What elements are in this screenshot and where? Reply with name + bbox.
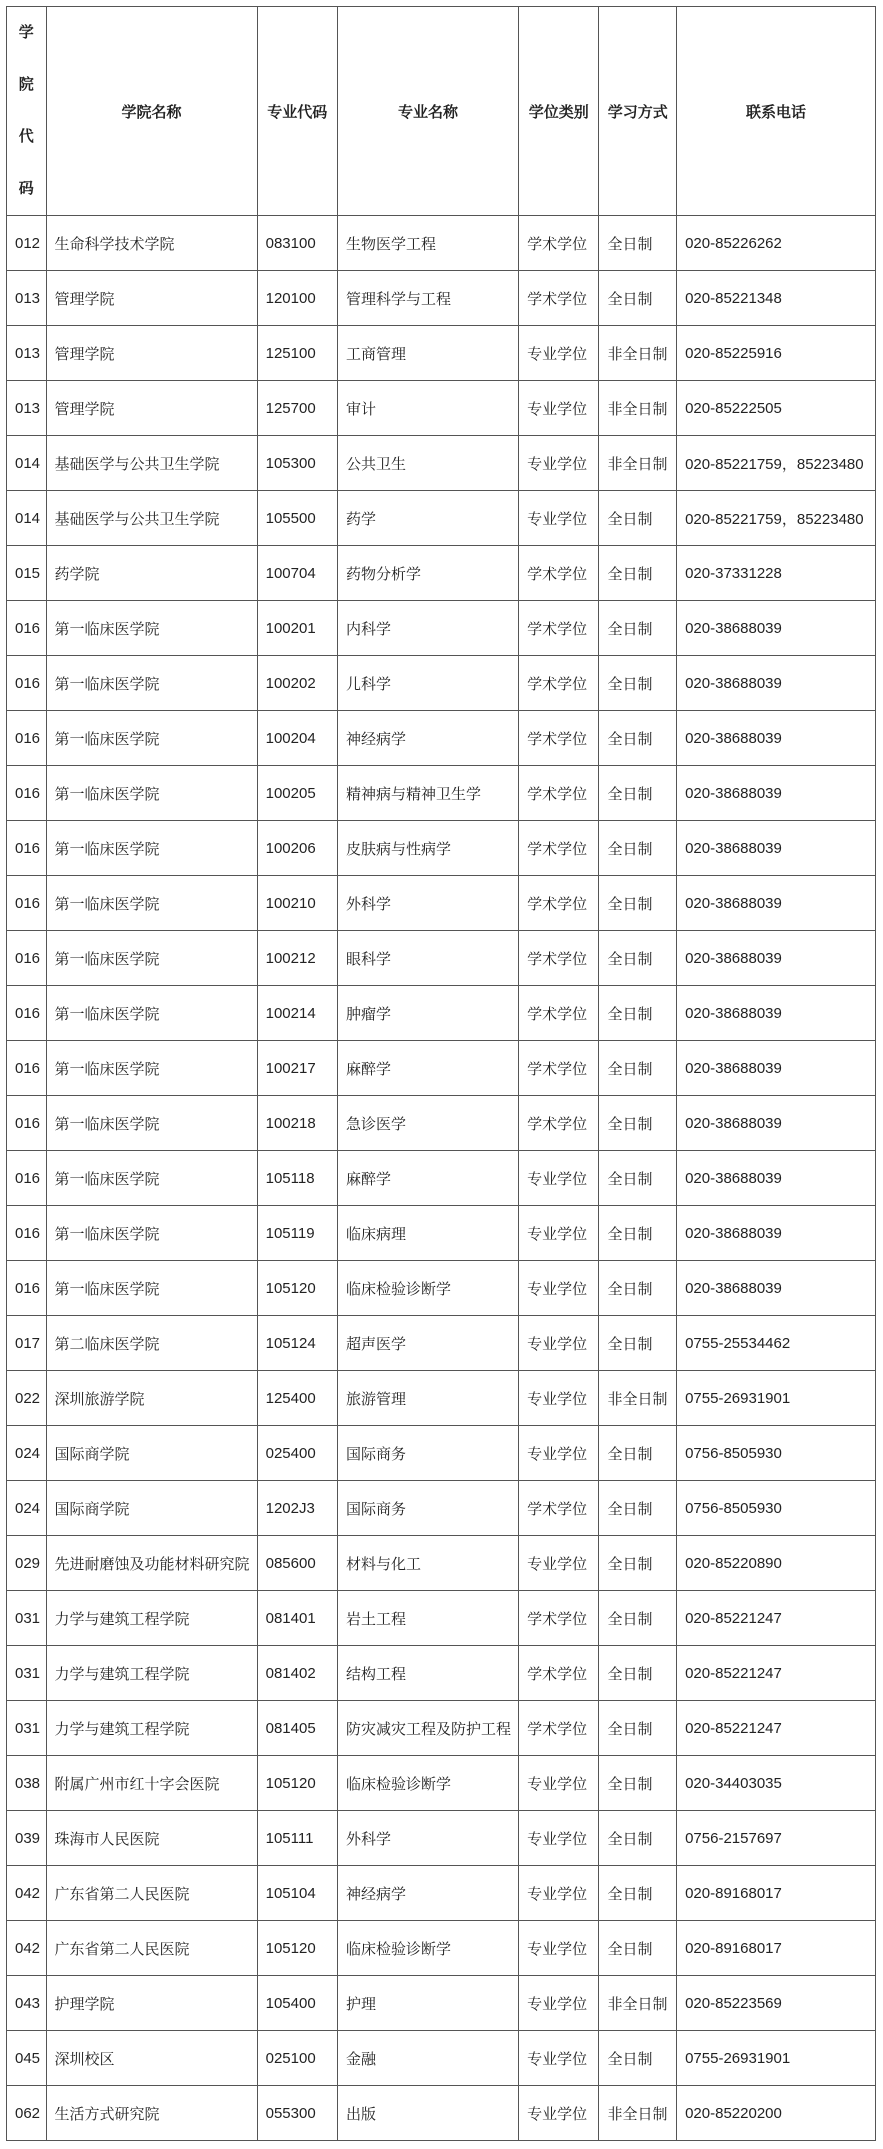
degree-type-cell: 专业学位	[519, 1756, 599, 1811]
major-name-cell: 工商管理	[337, 326, 518, 381]
phone-cell: 020-38688039	[677, 1151, 876, 1206]
major-name-cell: 药物分析学	[337, 546, 518, 601]
college-name-cell: 深圳旅游学院	[46, 1371, 257, 1426]
major-code-cell: 085600	[257, 1536, 337, 1591]
header-degree-type: 学位类别	[519, 7, 599, 216]
header-major-code: 专业代码	[257, 7, 337, 216]
college-code-cell: 016	[7, 986, 47, 1041]
study-mode-cell: 全日制	[599, 1536, 677, 1591]
degree-type-cell: 学术学位	[519, 271, 599, 326]
phone-cell: 020-38688039	[677, 1041, 876, 1096]
study-mode-cell: 全日制	[599, 876, 677, 931]
college-name-cell: 力学与建筑工程学院	[46, 1591, 257, 1646]
college-name-cell: 基础医学与公共卫生学院	[46, 491, 257, 546]
college-name-cell: 第一临床医学院	[46, 1096, 257, 1151]
table-row	[7, 931, 876, 986]
degree-type-cell: 学术学位	[519, 656, 599, 711]
major-code-cell: 105124	[257, 1316, 337, 1371]
header-college-code	[7, 7, 47, 216]
table-row	[7, 381, 876, 436]
table-row	[7, 1591, 876, 1646]
degree-type-cell: 专业学位	[519, 326, 599, 381]
table-row	[7, 2031, 876, 2086]
table-row	[7, 1096, 876, 1151]
major-code-cell: 081401	[257, 1591, 337, 1646]
phone-cell: 020-38688039	[677, 656, 876, 711]
college-code-cell: 031	[7, 1701, 47, 1756]
study-mode-cell: 全日制	[599, 821, 677, 876]
study-mode-cell: 全日制	[599, 491, 677, 546]
degree-type-cell: 学术学位	[519, 711, 599, 766]
phone-cell: 020-85226262	[677, 216, 876, 271]
college-name-cell: 第一临床医学院	[46, 876, 257, 931]
major-name-cell: 旅游管理	[337, 1371, 518, 1426]
major-code-cell: 081405	[257, 1701, 337, 1756]
table-row	[7, 436, 876, 491]
college-code-cell: 016	[7, 876, 47, 931]
major-code-cell: 105119	[257, 1206, 337, 1261]
college-name-cell: 第一临床医学院	[46, 1041, 257, 1096]
study-mode-cell: 全日制	[599, 1316, 677, 1371]
study-mode-cell: 全日制	[599, 1426, 677, 1481]
study-mode-cell: 非全日制	[599, 436, 677, 491]
major-name-cell: 临床检验诊断学	[337, 1756, 518, 1811]
table-row	[7, 1371, 876, 1426]
header-college-code-char: 院	[18, 76, 34, 93]
table-row	[7, 1426, 876, 1481]
major-name-cell: 眼科学	[337, 931, 518, 986]
phone-cell: 020-38688039	[677, 711, 876, 766]
phone-cell: 0755-26931901	[677, 2031, 876, 2086]
degree-type-cell: 专业学位	[519, 1536, 599, 1591]
college-name-cell: 广东省第二人民医院	[46, 1921, 257, 1976]
college-code-cell: 016	[7, 931, 47, 986]
header-college-code-char: 码	[18, 180, 34, 197]
degree-type-cell: 专业学位	[519, 1151, 599, 1206]
table-row	[7, 656, 876, 711]
college-name-cell: 第一临床医学院	[46, 1206, 257, 1261]
degree-type-cell: 学术学位	[519, 546, 599, 601]
college-name-cell: 第一临床医学院	[46, 601, 257, 656]
degree-type-cell: 专业学位	[519, 1371, 599, 1426]
header-phone: 联系电话	[677, 7, 876, 216]
college-code-cell: 017	[7, 1316, 47, 1371]
college-code-cell: 016	[7, 1261, 47, 1316]
study-mode-cell: 全日制	[599, 601, 677, 656]
major-name-cell: 精神病与精神卫生学	[337, 766, 518, 821]
major-code-cell: 105400	[257, 1976, 337, 2031]
header-study-mode: 学习方式	[599, 7, 677, 216]
header-major-name: 专业名称	[337, 7, 518, 216]
degree-type-cell: 学术学位	[519, 1096, 599, 1151]
document-page	[6, 6, 876, 2141]
major-code-cell: 105300	[257, 436, 337, 491]
study-mode-cell: 全日制	[599, 1096, 677, 1151]
college-name-cell: 深圳校区	[46, 2031, 257, 2086]
major-code-cell: 100218	[257, 1096, 337, 1151]
major-name-cell: 岩土工程	[337, 1591, 518, 1646]
degree-type-cell: 专业学位	[519, 381, 599, 436]
study-mode-cell: 全日制	[599, 546, 677, 601]
major-code-cell: 081402	[257, 1646, 337, 1701]
degree-type-cell: 学术学位	[519, 1701, 599, 1756]
degree-type-cell: 专业学位	[519, 1261, 599, 1316]
major-code-cell: 120100	[257, 271, 337, 326]
phone-cell: 020-38688039	[677, 601, 876, 656]
college-code-cell: 042	[7, 1921, 47, 1976]
major-name-cell: 麻醉学	[337, 1041, 518, 1096]
college-code-cell: 062	[7, 2086, 47, 2141]
study-mode-cell: 全日制	[599, 2031, 677, 2086]
study-mode-cell: 全日制	[599, 1206, 677, 1261]
major-name-cell: 药学	[337, 491, 518, 546]
table-row	[7, 821, 876, 876]
college-name-cell: 第一临床医学院	[46, 931, 257, 986]
degree-type-cell: 学术学位	[519, 1646, 599, 1701]
college-name-cell: 基础医学与公共卫生学院	[46, 436, 257, 491]
major-name-cell: 麻醉学	[337, 1151, 518, 1206]
college-name-cell: 第一临床医学院	[46, 1261, 257, 1316]
major-name-cell: 公共卫生	[337, 436, 518, 491]
study-mode-cell: 非全日制	[599, 2086, 677, 2141]
header-row	[7, 7, 876, 216]
phone-cell: 0756-2157697	[677, 1811, 876, 1866]
major-code-cell: 125400	[257, 1371, 337, 1426]
major-code-cell: 105120	[257, 1921, 337, 1976]
college-code-cell: 016	[7, 1041, 47, 1096]
major-code-cell: 025400	[257, 1426, 337, 1481]
phone-cell: 020-38688039	[677, 931, 876, 986]
study-mode-cell: 全日制	[599, 711, 677, 766]
study-mode-cell: 全日制	[599, 1866, 677, 1921]
table-row	[7, 1866, 876, 1921]
study-mode-cell: 全日制	[599, 766, 677, 821]
table-row	[7, 271, 876, 326]
table-row	[7, 326, 876, 381]
college-code-cell: 015	[7, 546, 47, 601]
table-row	[7, 1536, 876, 1591]
college-name-cell: 第二临床医学院	[46, 1316, 257, 1371]
college-name-cell: 附属广州市红十字会医院	[46, 1756, 257, 1811]
college-code-cell: 013	[7, 326, 47, 381]
major-name-cell: 材料与化工	[337, 1536, 518, 1591]
major-name-cell: 管理科学与工程	[337, 271, 518, 326]
degree-type-cell: 专业学位	[519, 2086, 599, 2141]
major-name-cell: 金融	[337, 2031, 518, 2086]
phone-cell: 020-85221348	[677, 271, 876, 326]
college-code-cell: 016	[7, 711, 47, 766]
degree-type-cell: 学术学位	[519, 876, 599, 931]
college-code-cell: 016	[7, 766, 47, 821]
study-mode-cell: 全日制	[599, 1591, 677, 1646]
phone-cell: 020-38688039	[677, 1096, 876, 1151]
study-mode-cell: 非全日制	[599, 381, 677, 436]
header-college-code-char: 代	[18, 128, 34, 145]
major-code-cell: 100210	[257, 876, 337, 931]
major-name-cell: 生物医学工程	[337, 216, 518, 271]
table-row	[7, 546, 876, 601]
major-name-cell: 临床检验诊断学	[337, 1261, 518, 1316]
phone-cell: 020-38688039	[677, 1206, 876, 1261]
phone-cell: 020-85220890	[677, 1536, 876, 1591]
college-name-cell: 第一临床医学院	[46, 766, 257, 821]
degree-type-cell: 学术学位	[519, 821, 599, 876]
study-mode-cell: 全日制	[599, 931, 677, 986]
study-mode-cell: 全日制	[599, 1921, 677, 1976]
phone-cell: 020-34403035	[677, 1756, 876, 1811]
study-mode-cell: 非全日制	[599, 326, 677, 381]
phone-cell: 020-85221247	[677, 1591, 876, 1646]
college-code-cell: 016	[7, 656, 47, 711]
major-name-cell: 结构工程	[337, 1646, 518, 1701]
major-name-cell: 国际商务	[337, 1426, 518, 1481]
major-code-cell: 105500	[257, 491, 337, 546]
major-code-cell: 100214	[257, 986, 337, 1041]
degree-type-cell: 学术学位	[519, 986, 599, 1041]
table-row	[7, 766, 876, 821]
college-name-cell: 第一临床医学院	[46, 656, 257, 711]
phone-cell: 0755-26931901	[677, 1371, 876, 1426]
college-code-cell: 038	[7, 1756, 47, 1811]
study-mode-cell: 全日制	[599, 1481, 677, 1536]
phone-cell: 020-85221759，85223480	[677, 436, 876, 491]
college-code-cell: 045	[7, 2031, 47, 2086]
college-name-cell: 第一临床医学院	[46, 986, 257, 1041]
major-code-cell: 105104	[257, 1866, 337, 1921]
degree-type-cell: 学术学位	[519, 766, 599, 821]
study-mode-cell: 非全日制	[599, 1976, 677, 2031]
major-name-cell: 临床病理	[337, 1206, 518, 1261]
college-name-cell: 生活方式研究院	[46, 2086, 257, 2141]
major-code-cell: 105118	[257, 1151, 337, 1206]
table-row	[7, 1976, 876, 2031]
college-name-cell: 管理学院	[46, 381, 257, 436]
college-code-cell: 016	[7, 601, 47, 656]
phone-cell: 020-38688039	[677, 876, 876, 931]
college-name-cell: 珠海市人民医院	[46, 1811, 257, 1866]
phone-cell: 0756-8505930	[677, 1481, 876, 1536]
table-row	[7, 1921, 876, 1976]
major-name-cell: 超声医学	[337, 1316, 518, 1371]
college-code-cell: 024	[7, 1426, 47, 1481]
degree-type-cell: 专业学位	[519, 436, 599, 491]
college-name-cell: 广东省第二人民医院	[46, 1866, 257, 1921]
study-mode-cell: 全日制	[599, 1151, 677, 1206]
major-code-cell: 100206	[257, 821, 337, 876]
major-name-cell: 外科学	[337, 1811, 518, 1866]
phone-cell: 020-38688039	[677, 1261, 876, 1316]
table-row	[7, 1261, 876, 1316]
college-code-cell: 016	[7, 1096, 47, 1151]
study-mode-cell: 全日制	[599, 656, 677, 711]
phone-cell: 020-85221247	[677, 1701, 876, 1756]
college-name-cell: 第一临床医学院	[46, 1151, 257, 1206]
phone-cell: 020-85220200	[677, 2086, 876, 2141]
major-code-cell: 105111	[257, 1811, 337, 1866]
phone-cell: 020-85225916	[677, 326, 876, 381]
major-code-cell: 083100	[257, 216, 337, 271]
phone-cell: 020-89168017	[677, 1921, 876, 1976]
table-row	[7, 1756, 876, 1811]
table-row	[7, 601, 876, 656]
major-code-cell: 100205	[257, 766, 337, 821]
college-code-cell: 043	[7, 1976, 47, 2031]
major-code-cell: 100704	[257, 546, 337, 601]
table-row	[7, 711, 876, 766]
degree-type-cell: 学术学位	[519, 1041, 599, 1096]
degree-type-cell: 专业学位	[519, 1811, 599, 1866]
study-mode-cell: 全日制	[599, 1041, 677, 1096]
college-code-cell: 016	[7, 821, 47, 876]
study-mode-cell: 全日制	[599, 1701, 677, 1756]
study-mode-cell: 全日制	[599, 1811, 677, 1866]
college-name-cell: 管理学院	[46, 326, 257, 381]
header-college-name: 学院名称	[46, 7, 257, 216]
college-code-cell: 013	[7, 381, 47, 436]
college-name-cell: 国际商学院	[46, 1481, 257, 1536]
college-code-cell: 014	[7, 491, 47, 546]
degree-type-cell: 学术学位	[519, 1481, 599, 1536]
major-code-cell: 100204	[257, 711, 337, 766]
study-mode-cell: 非全日制	[599, 1371, 677, 1426]
table-row	[7, 1041, 876, 1096]
degree-type-cell: 专业学位	[519, 491, 599, 546]
major-code-cell: 125100	[257, 326, 337, 381]
study-mode-cell: 全日制	[599, 1756, 677, 1811]
college-code-cell: 024	[7, 1481, 47, 1536]
major-code-cell: 055300	[257, 2086, 337, 2141]
table-row	[7, 1316, 876, 1371]
table-row	[7, 1811, 876, 1866]
college-name-cell: 管理学院	[46, 271, 257, 326]
college-code-cell: 012	[7, 216, 47, 271]
major-name-cell: 护理	[337, 1976, 518, 2031]
table-row	[7, 2086, 876, 2141]
degree-type-cell: 专业学位	[519, 2031, 599, 2086]
college-name-cell: 药学院	[46, 546, 257, 601]
table-row	[7, 876, 876, 931]
phone-cell: 020-85221759，85223480	[677, 491, 876, 546]
phone-cell: 020-37331228	[677, 546, 876, 601]
table-row	[7, 1701, 876, 1756]
major-code-cell: 125700	[257, 381, 337, 436]
major-code-cell: 100217	[257, 1041, 337, 1096]
major-name-cell: 内科学	[337, 601, 518, 656]
table-row	[7, 986, 876, 1041]
major-name-cell: 急诊医学	[337, 1096, 518, 1151]
major-name-cell: 外科学	[337, 876, 518, 931]
study-mode-cell: 全日制	[599, 1261, 677, 1316]
phone-cell: 020-89168017	[677, 1866, 876, 1921]
major-name-cell: 神经病学	[337, 711, 518, 766]
major-code-cell: 105120	[257, 1261, 337, 1316]
major-code-cell: 100212	[257, 931, 337, 986]
college-code-cell: 042	[7, 1866, 47, 1921]
phone-cell: 020-38688039	[677, 821, 876, 876]
phone-cell: 0756-8505930	[677, 1426, 876, 1481]
table-body	[7, 216, 876, 2141]
major-code-cell: 100201	[257, 601, 337, 656]
study-mode-cell: 全日制	[599, 986, 677, 1041]
college-name-cell: 先进耐磨蚀及功能材料研究院	[46, 1536, 257, 1591]
table-row	[7, 1646, 876, 1701]
college-code-cell: 029	[7, 1536, 47, 1591]
study-mode-cell: 全日制	[599, 1646, 677, 1701]
degree-type-cell: 专业学位	[519, 1866, 599, 1921]
degree-type-cell: 专业学位	[519, 1206, 599, 1261]
major-name-cell: 神经病学	[337, 1866, 518, 1921]
study-mode-cell: 全日制	[599, 216, 677, 271]
college-code-cell: 022	[7, 1371, 47, 1426]
major-name-cell: 肿瘤学	[337, 986, 518, 1041]
degree-type-cell: 专业学位	[519, 1921, 599, 1976]
header-college-code-char: 学	[18, 24, 34, 41]
degree-type-cell: 学术学位	[519, 931, 599, 986]
college-name-cell: 护理学院	[46, 1976, 257, 2031]
college-code-cell: 014	[7, 436, 47, 491]
college-code-cell: 013	[7, 271, 47, 326]
major-name-cell: 皮肤病与性病学	[337, 821, 518, 876]
college-code-cell: 039	[7, 1811, 47, 1866]
phone-cell: 020-38688039	[677, 986, 876, 1041]
table-row	[7, 491, 876, 546]
table-row	[7, 1151, 876, 1206]
major-name-cell: 临床检验诊断学	[337, 1921, 518, 1976]
degree-type-cell: 学术学位	[519, 1591, 599, 1646]
college-code-cell: 031	[7, 1646, 47, 1701]
phone-cell: 0755-25534462	[677, 1316, 876, 1371]
phone-cell: 020-85221247	[677, 1646, 876, 1701]
major-name-cell: 国际商务	[337, 1481, 518, 1536]
college-name-cell: 国际商学院	[46, 1426, 257, 1481]
degree-type-cell: 学术学位	[519, 601, 599, 656]
table-row	[7, 216, 876, 271]
table-row	[7, 1481, 876, 1536]
table-row	[7, 1206, 876, 1261]
phone-cell: 020-85223569	[677, 1976, 876, 2031]
major-name-cell: 防灾减灾工程及防护工程	[337, 1701, 518, 1756]
college-name-cell: 第一临床医学院	[46, 821, 257, 876]
college-name-cell: 力学与建筑工程学院	[46, 1701, 257, 1756]
major-name-cell: 出版	[337, 2086, 518, 2141]
college-name-cell: 第一临床医学院	[46, 711, 257, 766]
college-code-cell: 016	[7, 1151, 47, 1206]
college-code-cell: 031	[7, 1591, 47, 1646]
degree-type-cell: 专业学位	[519, 1316, 599, 1371]
major-code-cell: 025100	[257, 2031, 337, 2086]
phone-cell: 020-85222505	[677, 381, 876, 436]
degree-type-cell: 专业学位	[519, 1426, 599, 1481]
major-code-cell: 1202J3	[257, 1481, 337, 1536]
degree-type-cell: 学术学位	[519, 216, 599, 271]
college-code-cell: 016	[7, 1206, 47, 1261]
major-name-cell: 审计	[337, 381, 518, 436]
major-code-cell: 105120	[257, 1756, 337, 1811]
major-code-cell: 100202	[257, 656, 337, 711]
phone-cell: 020-38688039	[677, 766, 876, 821]
major-contact-table	[6, 6, 876, 2141]
degree-type-cell: 专业学位	[519, 1976, 599, 2031]
study-mode-cell: 全日制	[599, 271, 677, 326]
college-name-cell: 生命科学技术学院	[46, 216, 257, 271]
major-name-cell: 儿科学	[337, 656, 518, 711]
college-name-cell: 力学与建筑工程学院	[46, 1646, 257, 1701]
